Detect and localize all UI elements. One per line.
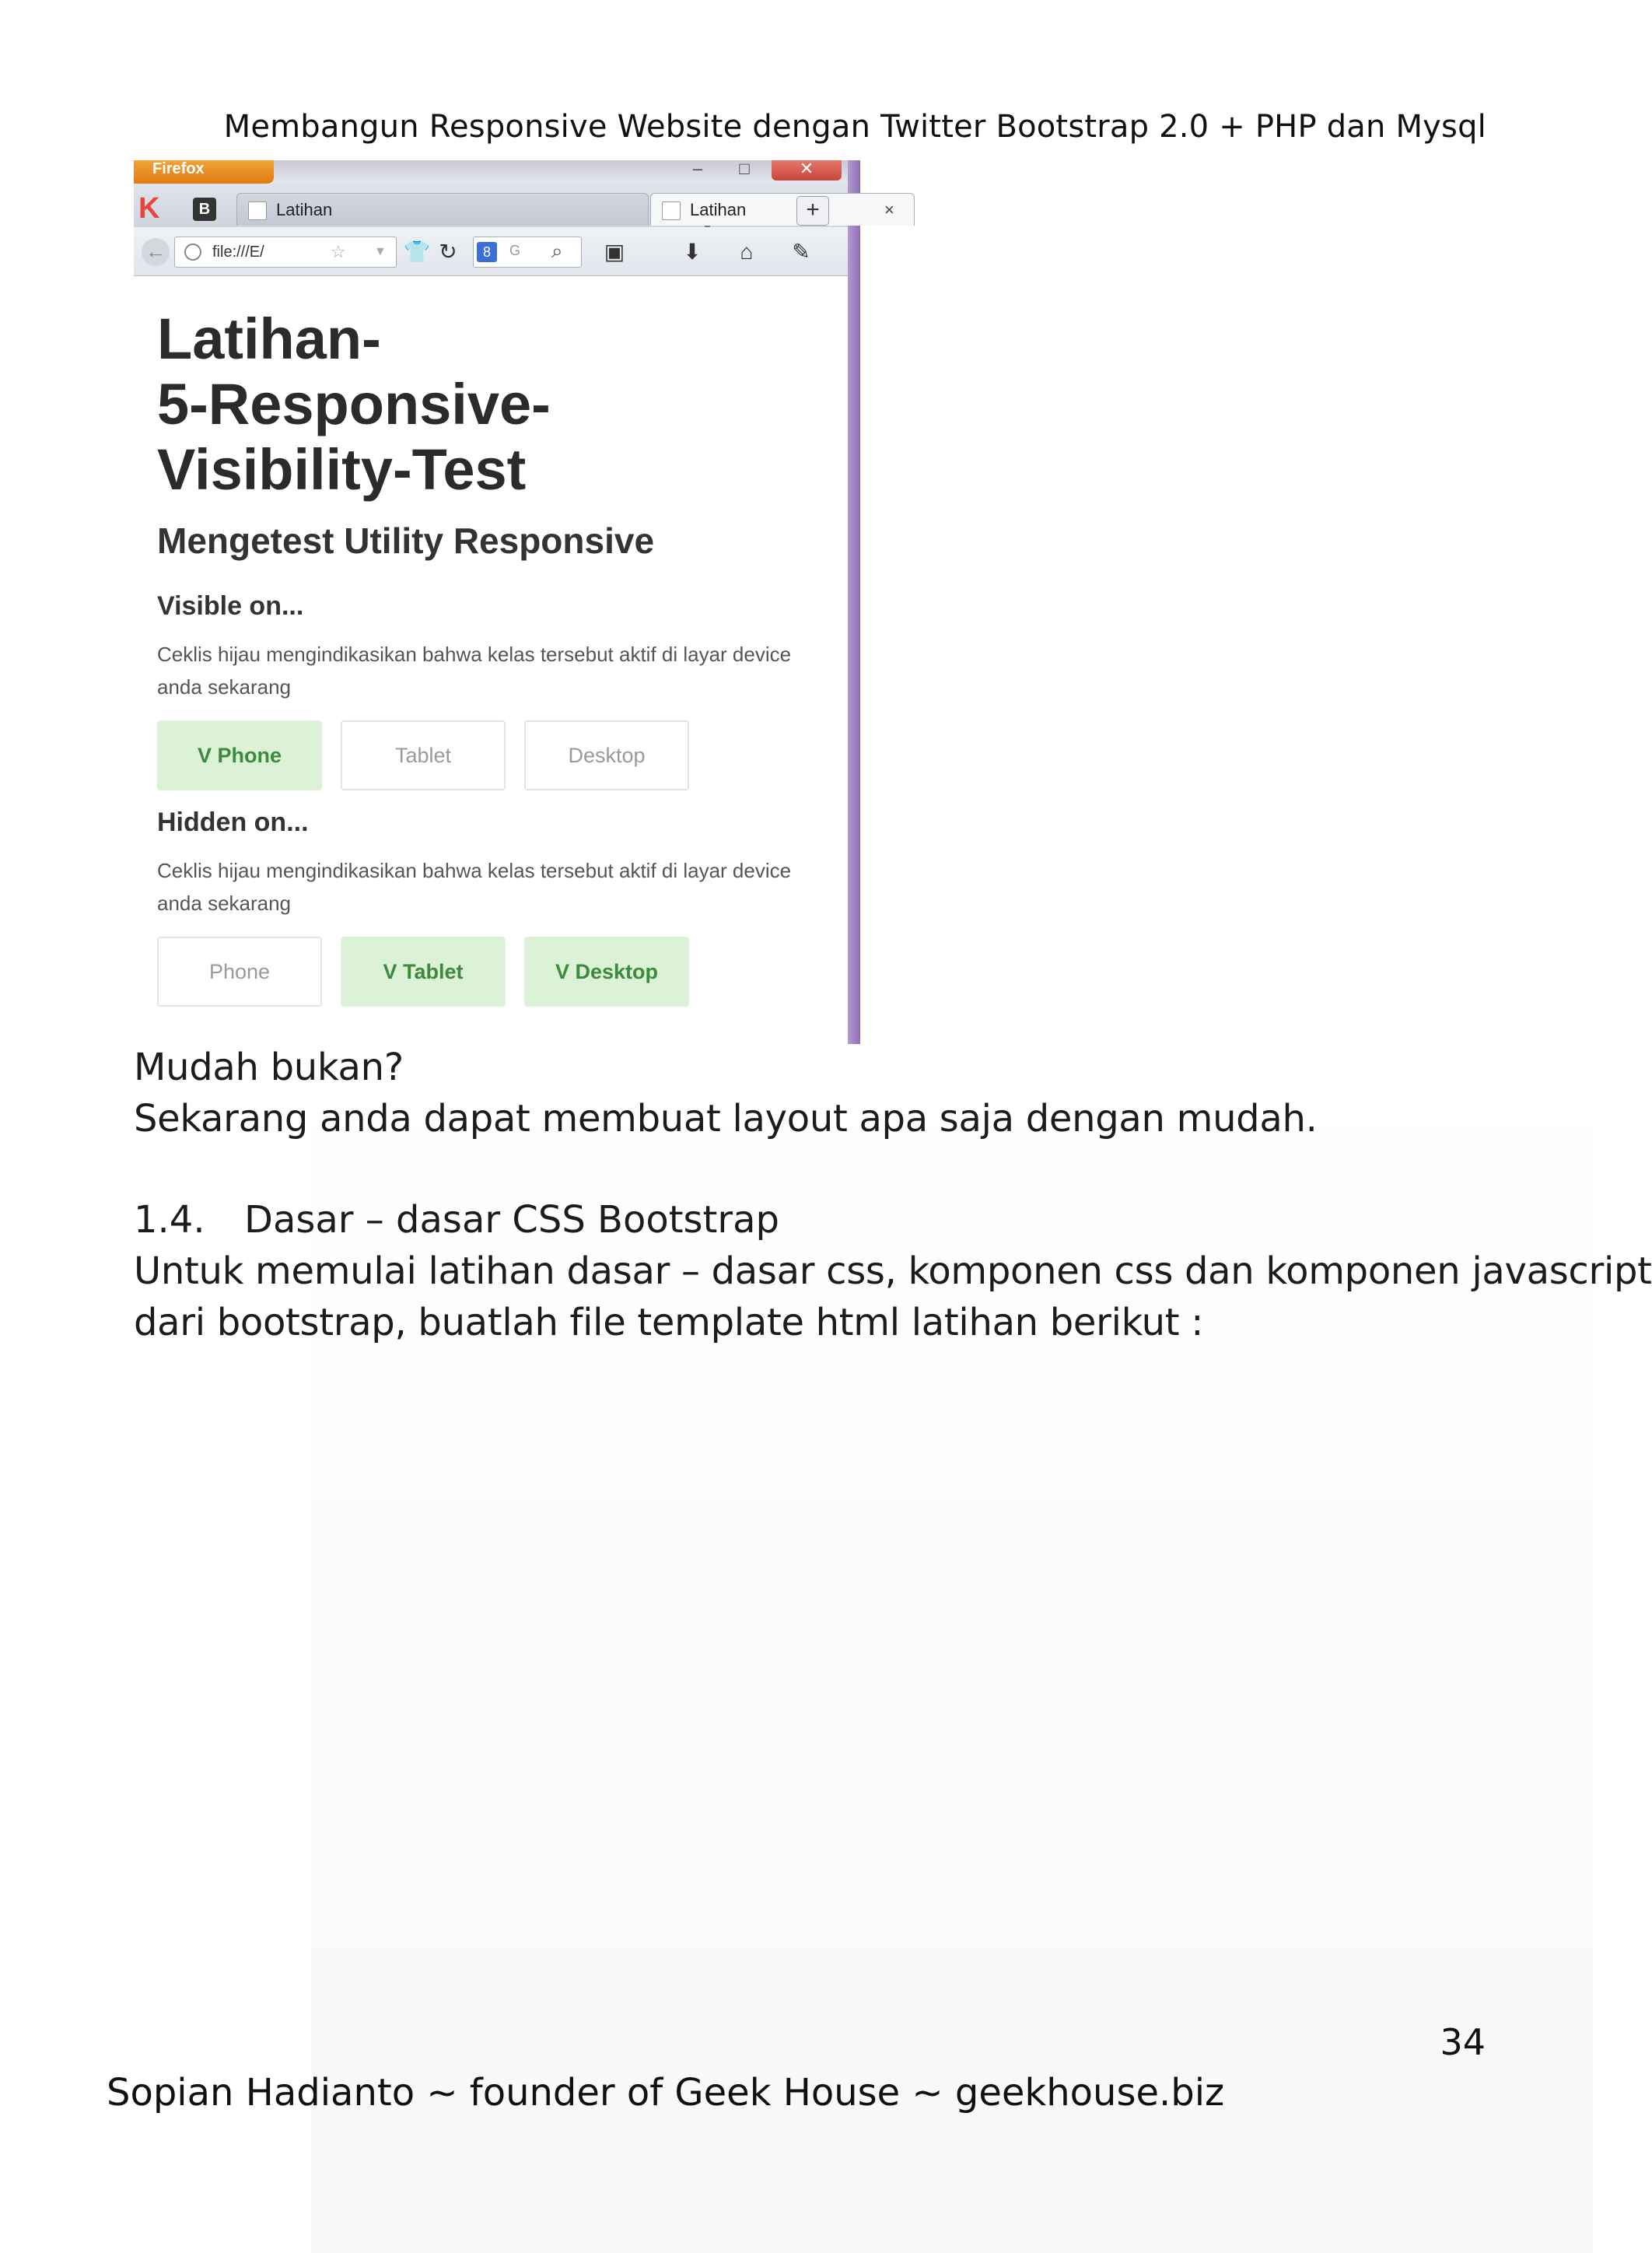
body-paragraph-line: Sekarang anda dapat membuat layout apa saja dengan mudah.	[134, 1097, 1318, 1141]
visible-description: Ceklis hijau mengindikasikan bahwa kelas tersebut aktif di layar device anda sekarang	[157, 643, 792, 699]
navigation-bar	[134, 227, 848, 276]
body-paragraph-line: dari bootstrap, buatlah file template html latihan berikut :	[134, 1301, 1204, 1344]
close-window-icon[interactable]: ✕	[772, 160, 842, 180]
body-paragraph-line: Mudah bukan?	[134, 1046, 404, 1089]
search-box[interactable]	[473, 237, 582, 268]
title-line: Latihan-	[157, 307, 381, 371]
google-icon[interactable]: 8	[477, 242, 497, 262]
download-icon[interactable]: ⬇	[683, 240, 702, 264]
home-icon[interactable]: ⌂	[740, 240, 754, 264]
page-title	[157, 307, 702, 503]
search-placeholder: G	[509, 243, 521, 258]
page-number: 34	[1440, 2021, 1486, 2063]
visible-desktop-cell: Desktop	[524, 720, 689, 790]
tab-latihan-1[interactable]	[236, 193, 649, 226]
url-text: file:///E/	[212, 244, 264, 261]
reload-icon[interactable]: ↻	[439, 240, 457, 264]
back-arrow-icon[interactable]: ←	[142, 238, 170, 266]
visible-heading: Visible on...	[157, 591, 304, 621]
visible-tablet-cell: Tablet	[341, 720, 506, 790]
search-icon[interactable]: ⌕	[551, 239, 563, 262]
url-bar[interactable]	[174, 237, 397, 268]
dropdown-icon[interactable]: ▼	[374, 245, 387, 258]
minimize-icon[interactable]: –	[692, 159, 703, 178]
page-subtitle: Mengetest Utility Responsive	[157, 520, 655, 561]
maximize-icon[interactable]: □	[739, 159, 750, 178]
title-line: Visibility-Test	[157, 437, 527, 502]
tab-label: Latihan	[690, 200, 747, 219]
tab-latihan-2[interactable]	[650, 193, 915, 226]
globe-icon	[184, 244, 201, 261]
hidden-description: Ceklis hijau mengindikasikan bahwa kelas tersebut aktif di layar device anda sekarang	[157, 859, 792, 915]
shirt-icon[interactable]: 👕	[403, 240, 431, 264]
bootstrap-icon[interactable]: B	[193, 198, 216, 221]
body-paragraph-line: Untuk memulai latihan dasar – dasar css, komponen css dan komponen javascript	[134, 1249, 1652, 1293]
new-tab-icon[interactable]: +	[796, 196, 829, 226]
window-edge	[848, 160, 860, 1044]
tab-label: Latihan	[276, 200, 333, 219]
section-title: Dasar – dasar CSS Bootstrap	[244, 1198, 779, 1242]
k-icon[interactable]: K	[138, 192, 160, 225]
browser-titlebar	[134, 160, 848, 184]
wrench-icon[interactable]: ✎	[792, 240, 810, 264]
tab-close-icon[interactable]: ×	[884, 200, 894, 219]
hidden-desktop-cell: V Desktop	[524, 937, 689, 1007]
title-line: 5-Responsive-	[157, 372, 551, 436]
panel-icon[interactable]: ▣	[604, 240, 625, 264]
section-number: 1.4.	[134, 1198, 205, 1242]
running-header: Membangun Responsive Website dengan Twitter Bootstrap 2.0 + PHP dan Mysql	[223, 109, 1486, 145]
firefox-menu-button[interactable]: Firefox	[134, 160, 274, 184]
browser-screenshot	[134, 159, 894, 1044]
visible-phone-cell: V Phone	[157, 720, 322, 790]
footer: Sopian Hadianto ~ founder of Geek House ~ geekhouse.biz	[107, 2071, 1225, 2115]
hidden-phone-cell: Phone	[157, 937, 322, 1007]
tab-bar	[134, 184, 894, 227]
star-icon[interactable]: ☆	[331, 242, 346, 261]
hidden-tablet-cell: V Tablet	[341, 937, 506, 1007]
hidden-heading: Hidden on...	[157, 808, 309, 837]
